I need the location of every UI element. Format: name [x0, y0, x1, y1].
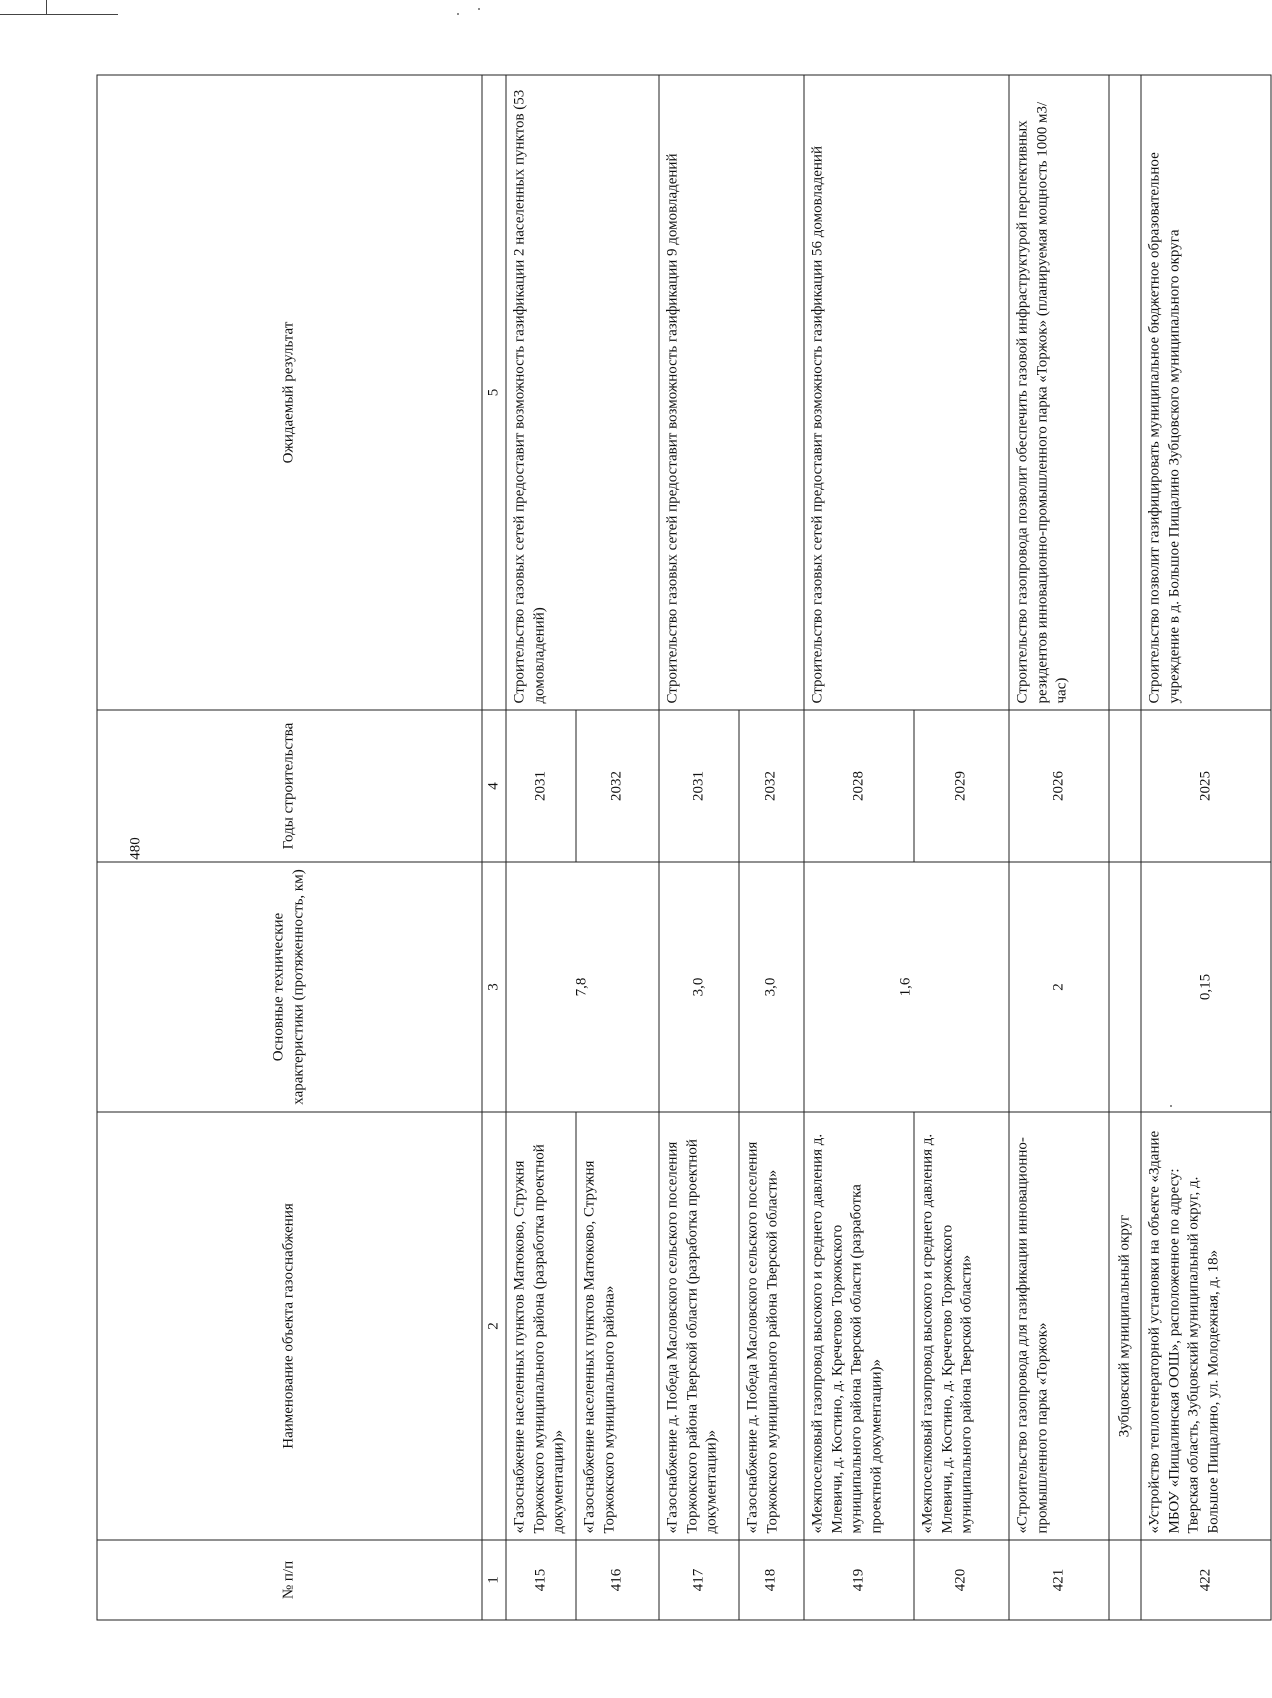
rotated-table-container: [97, 76, 1272, 1621]
expected-result: Строительство газовых сетей предоставит возможность газификации 9 домовладений: [659, 75, 804, 710]
column-number: 2: [482, 1112, 507, 1540]
header-technical-characteristics: Основные технические характеристики (протяженность, км): [97, 862, 482, 1112]
length-value: 0,15: [1141, 862, 1271, 1112]
header-object-name: Наименование объекта газоснабжения: [97, 1112, 482, 1540]
object-name: «Газоснабжение населенных пунктов Матюково, Стружня Торжокского муниципального района»: [576, 1112, 659, 1540]
column-number-row: [482, 75, 507, 1620]
row-number: 416: [576, 1540, 659, 1620]
scan-speck: [478, 8, 480, 10]
section-row: [1109, 75, 1141, 1620]
column-number: 1: [482, 1540, 507, 1620]
section-empty-cell: [1109, 75, 1141, 710]
page-number: 480: [127, 837, 144, 860]
object-name: «Газоснабжение д. Победа Масловского сельского поселения Торжокского муниципального района Тверской области»: [739, 1112, 804, 1540]
object-name: «Газоснабжение населенных пунктов Матюково, Стружня Торжокского муниципального района (разработка проектной документации)»: [506, 1112, 576, 1540]
gas-supply-table: [97, 75, 1272, 1621]
object-name: «Строительство газопровода для газификации инновационно-промышленного парка «Торжок»: [1009, 1112, 1109, 1540]
header-row: [97, 75, 482, 1620]
column-number: 3: [482, 862, 507, 1112]
section-empty-cell: [1109, 862, 1141, 1112]
construction-year: 2031: [506, 710, 576, 862]
length-value: 7,8: [506, 862, 659, 1112]
header-expected-result: Ожидаемый результат: [97, 75, 482, 710]
table-row: [506, 75, 576, 1620]
table-row: [1009, 75, 1109, 1620]
length-value: 3,0: [739, 862, 804, 1112]
construction-year: 2028: [804, 710, 914, 862]
construction-year: 2031: [659, 710, 739, 862]
section-title: Зубцовский муниципальный округ: [1109, 1112, 1141, 1540]
row-number: 418: [739, 1540, 804, 1620]
section-number-cell: [1109, 1540, 1141, 1620]
object-name: «Межпоселковый газопровод высокого и среднего давления д. Млевичи, д. Костино, д. Кречетово Торжокского муниципального района Тверской области»: [914, 1112, 1009, 1540]
row-number: 421: [1009, 1540, 1109, 1620]
header-number: № п/п: [97, 1540, 482, 1620]
top-edge-tick: [46, 0, 48, 14]
expected-result: Строительство газовых сетей предоставит возможность газификации 56 домовладений: [804, 75, 1009, 710]
construction-year: 2029: [914, 710, 1009, 862]
expected-result: Строительство газопровода позволит обеспечить газовой инфраструктурой перспективных резидентов инновационно-промышленного парка «Торжок» (планируемая мощность 1000 м3/час): [1009, 75, 1109, 710]
table-row: [659, 75, 739, 1620]
scan-speck: [457, 13, 459, 15]
construction-year: 2026: [1009, 710, 1109, 862]
construction-year: 2032: [739, 710, 804, 862]
construction-year: 2025: [1141, 710, 1271, 862]
row-number: 419: [804, 1540, 914, 1620]
header-construction-years: Годы строительства: [97, 710, 482, 862]
construction-year: 2032: [576, 710, 659, 862]
top-edge-line: [0, 14, 118, 15]
column-number: 4: [482, 710, 507, 862]
row-number: 415: [506, 1540, 576, 1620]
length-value: 2: [1009, 862, 1109, 1112]
expected-result: Строительство позволит газифицировать муниципальное бюджетное образовательное учреждение в д. Большое Пищалино Зубцовского муниципального округа: [1141, 75, 1271, 710]
object-name: «Устройство теплогенераторной установки на объекте «Здание МБОУ «Пищалинская ООШ», расположенное по адресу: Тверская область, Зубцовский муниципальный округ, д. Большое Пищалино, ул. Молодежная, д. 18»: [1141, 1112, 1271, 1540]
row-number: 420: [914, 1540, 1009, 1620]
table-row: [1141, 75, 1271, 1620]
object-name: «Газоснабжение д. Победа Масловского сельского поселения Торжокского района Тверской области (разработка проектной документации)»: [659, 1112, 739, 1540]
section-empty-cell: [1109, 710, 1141, 862]
length-value: 1,6: [804, 862, 1009, 1112]
row-number: 422: [1141, 1540, 1271, 1620]
column-number: 5: [482, 75, 507, 710]
row-number: 417: [659, 1540, 739, 1620]
object-name: «Межпоселковый газопровод высокого и среднего давления д. Млевичи, д. Костино, д. Кречетово Торжокского муниципального района Тверской области (разработка проектной документации)»: [804, 1112, 914, 1540]
length-value: 3,0: [659, 862, 739, 1112]
expected-result: Строительство газовых сетей предоставит возможность газификации 2 населенных пунктов (53 домовладений): [506, 75, 659, 710]
table-row: [804, 75, 914, 1620]
